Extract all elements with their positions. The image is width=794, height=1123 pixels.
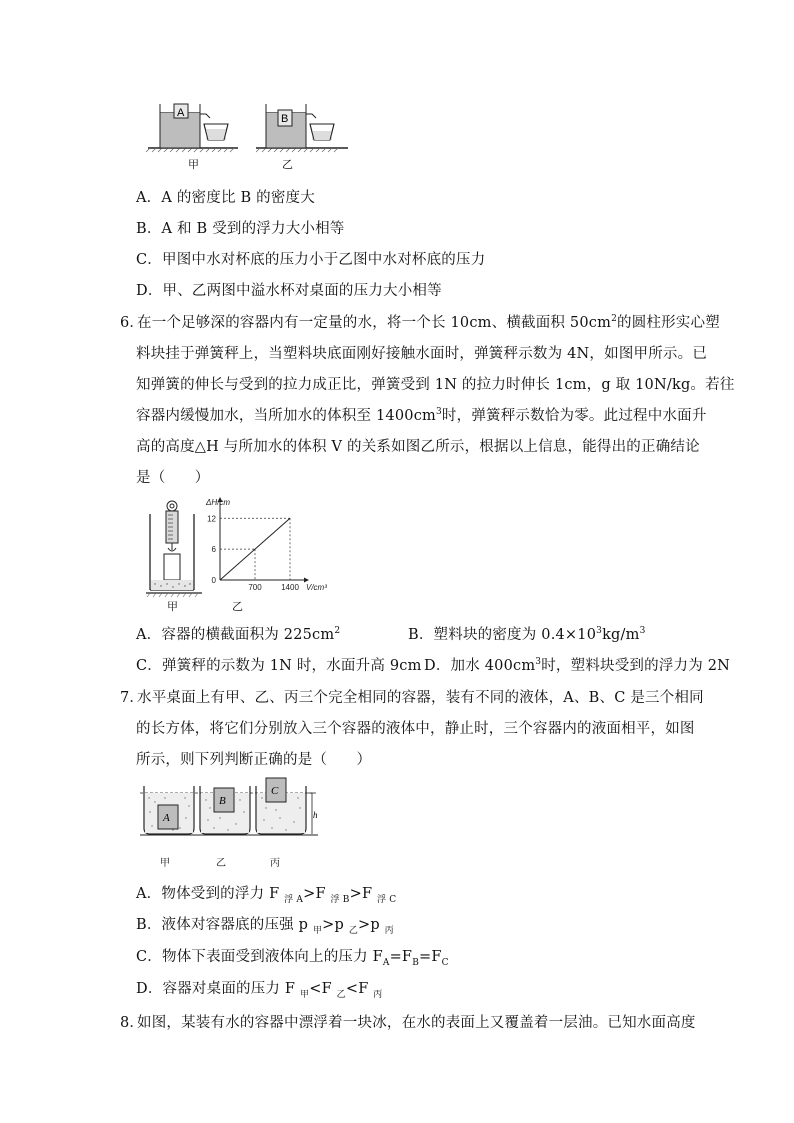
q5-option-c: C．甲图中水对杯底的压力小于乙图中水对杯底的压力 [136, 252, 486, 268]
x-axis-arrow [304, 578, 309, 583]
q7-fig-block-b: B [219, 795, 226, 807]
x-tick-label: 700 [248, 583, 262, 592]
q8-line-1: 如图，某装有水的容器中漂浮着一块冰，在水的表面上又覆盖着一层油。已知水面高度 [137, 1015, 696, 1031]
overflow-cup-figure [148, 100, 348, 175]
y-tick-label: 6 [211, 545, 216, 555]
q7-fig-block-a: A [163, 812, 170, 824]
q7-number: 7． [120, 690, 145, 706]
q6-fig-caption-left: 甲 [167, 600, 178, 613]
q7-option-d: D．容器对桌面的压力 F $_甲$<F $_乙$<F $_丙$ [136, 981, 383, 1000]
q6-line-5: 高的高度△H 与所加水的体积 V 的关系如图乙所示，根据以上信息，能得出的正确结论 [136, 439, 700, 455]
q7-fig-block-c: C [271, 785, 279, 797]
q7-line-1: 水平桌面上有甲、乙、丙三个完全相同的容器，装有不同的液体，A、B、C 是三个相同 [137, 690, 704, 706]
q6-fig-caption-right: 乙 [232, 600, 243, 613]
q6-chart [200, 497, 327, 599]
q7-fig-h-label: h [313, 810, 318, 820]
q6-line-3: 知弹簧的伸长与受到的拉力成正比，弹簧受到 1N 的拉力时伸长 1cm，g 取 10N/kg。若往 [136, 377, 735, 393]
q7-option-b: B．液体对容器底的压强 p $_甲$>p $_乙$>p $_丙$ [136, 917, 394, 936]
q5-option-b: B．A 和 B 受到的浮力大小相等 [136, 221, 345, 237]
q7-fig-caption-3: 丙 [270, 858, 280, 869]
q7-option-c: C．物体下表面受到液体向上的压力 $F_A=F_B=F_C$ [136, 949, 449, 968]
q6-line-1: 在一个足够深的容器内有一定量的水，将一个长 10cm、横截面积 $50cm^2$的圆柱形实心塑 [137, 314, 720, 331]
spring-scale-figure [146, 498, 206, 598]
fig1-label-a: A [177, 107, 185, 119]
fig1-caption-left: 甲 [188, 158, 199, 171]
q6-line-6: 是（ ） [136, 470, 210, 486]
fig1-label-b: B [281, 113, 289, 125]
q7-fig-caption-2: 乙 [216, 858, 226, 869]
q8-number: 8． [120, 1015, 145, 1031]
x-axis-label: V/cm³ [306, 583, 327, 592]
q6-line-2: 料块挂于弹簧秤上，当塑料块底面刚好接触水面时，弹簧秤示数为 4N，如图甲所示。已 [136, 346, 708, 362]
q6-option-a: A．容器的横截面积为 $225cm^2$ [136, 626, 341, 643]
y-tick-label: 0 [211, 576, 216, 585]
q6-option-c: C．弹簧秤的示数为 1N 时，水面升高 9cm [136, 658, 422, 674]
q7-line-3: 所示，则下列判断正确的是（ ） [136, 752, 372, 768]
q5-option-a: A．A 的密度比 B 的密度大 [136, 190, 315, 206]
q6-number: 6． [120, 315, 145, 331]
x-tick-label: 1400 [281, 583, 299, 592]
q5-option-d: D．甲、乙两图中溢水杯对桌面的压力大小相等 [136, 283, 442, 299]
three-containers-figure [140, 778, 320, 838]
fig1-caption-right: 乙 [282, 158, 293, 171]
q7-fig-caption-1: 甲 [160, 858, 170, 869]
y-axis-label: ΔH/cm [206, 498, 231, 507]
q6-option-d: D．加水 $400cm^3$时，塑料块受到的浮力为 2N [424, 657, 731, 674]
q7-line-2: 的长方体，将它们分别放入三个容器的液体中，静止时，三个容器内的液面相平，如图 [136, 721, 695, 737]
y-tick-label: 12 [207, 514, 216, 524]
q6-option-b: B．塑料块的密度为 $0.4\times 10^3kg/m^3$ [408, 626, 646, 643]
q7-option-a: A．物体受到的浮力 F $_{浮 A}$>F $_{浮 B}$>F $_{浮 C}$ [136, 886, 397, 905]
q6-line-4: 容器内缓慢加水，当所加水的体积至 $1400cm^3$时，弹簧秤示数恰为零。此过程中水面升 [136, 407, 707, 424]
